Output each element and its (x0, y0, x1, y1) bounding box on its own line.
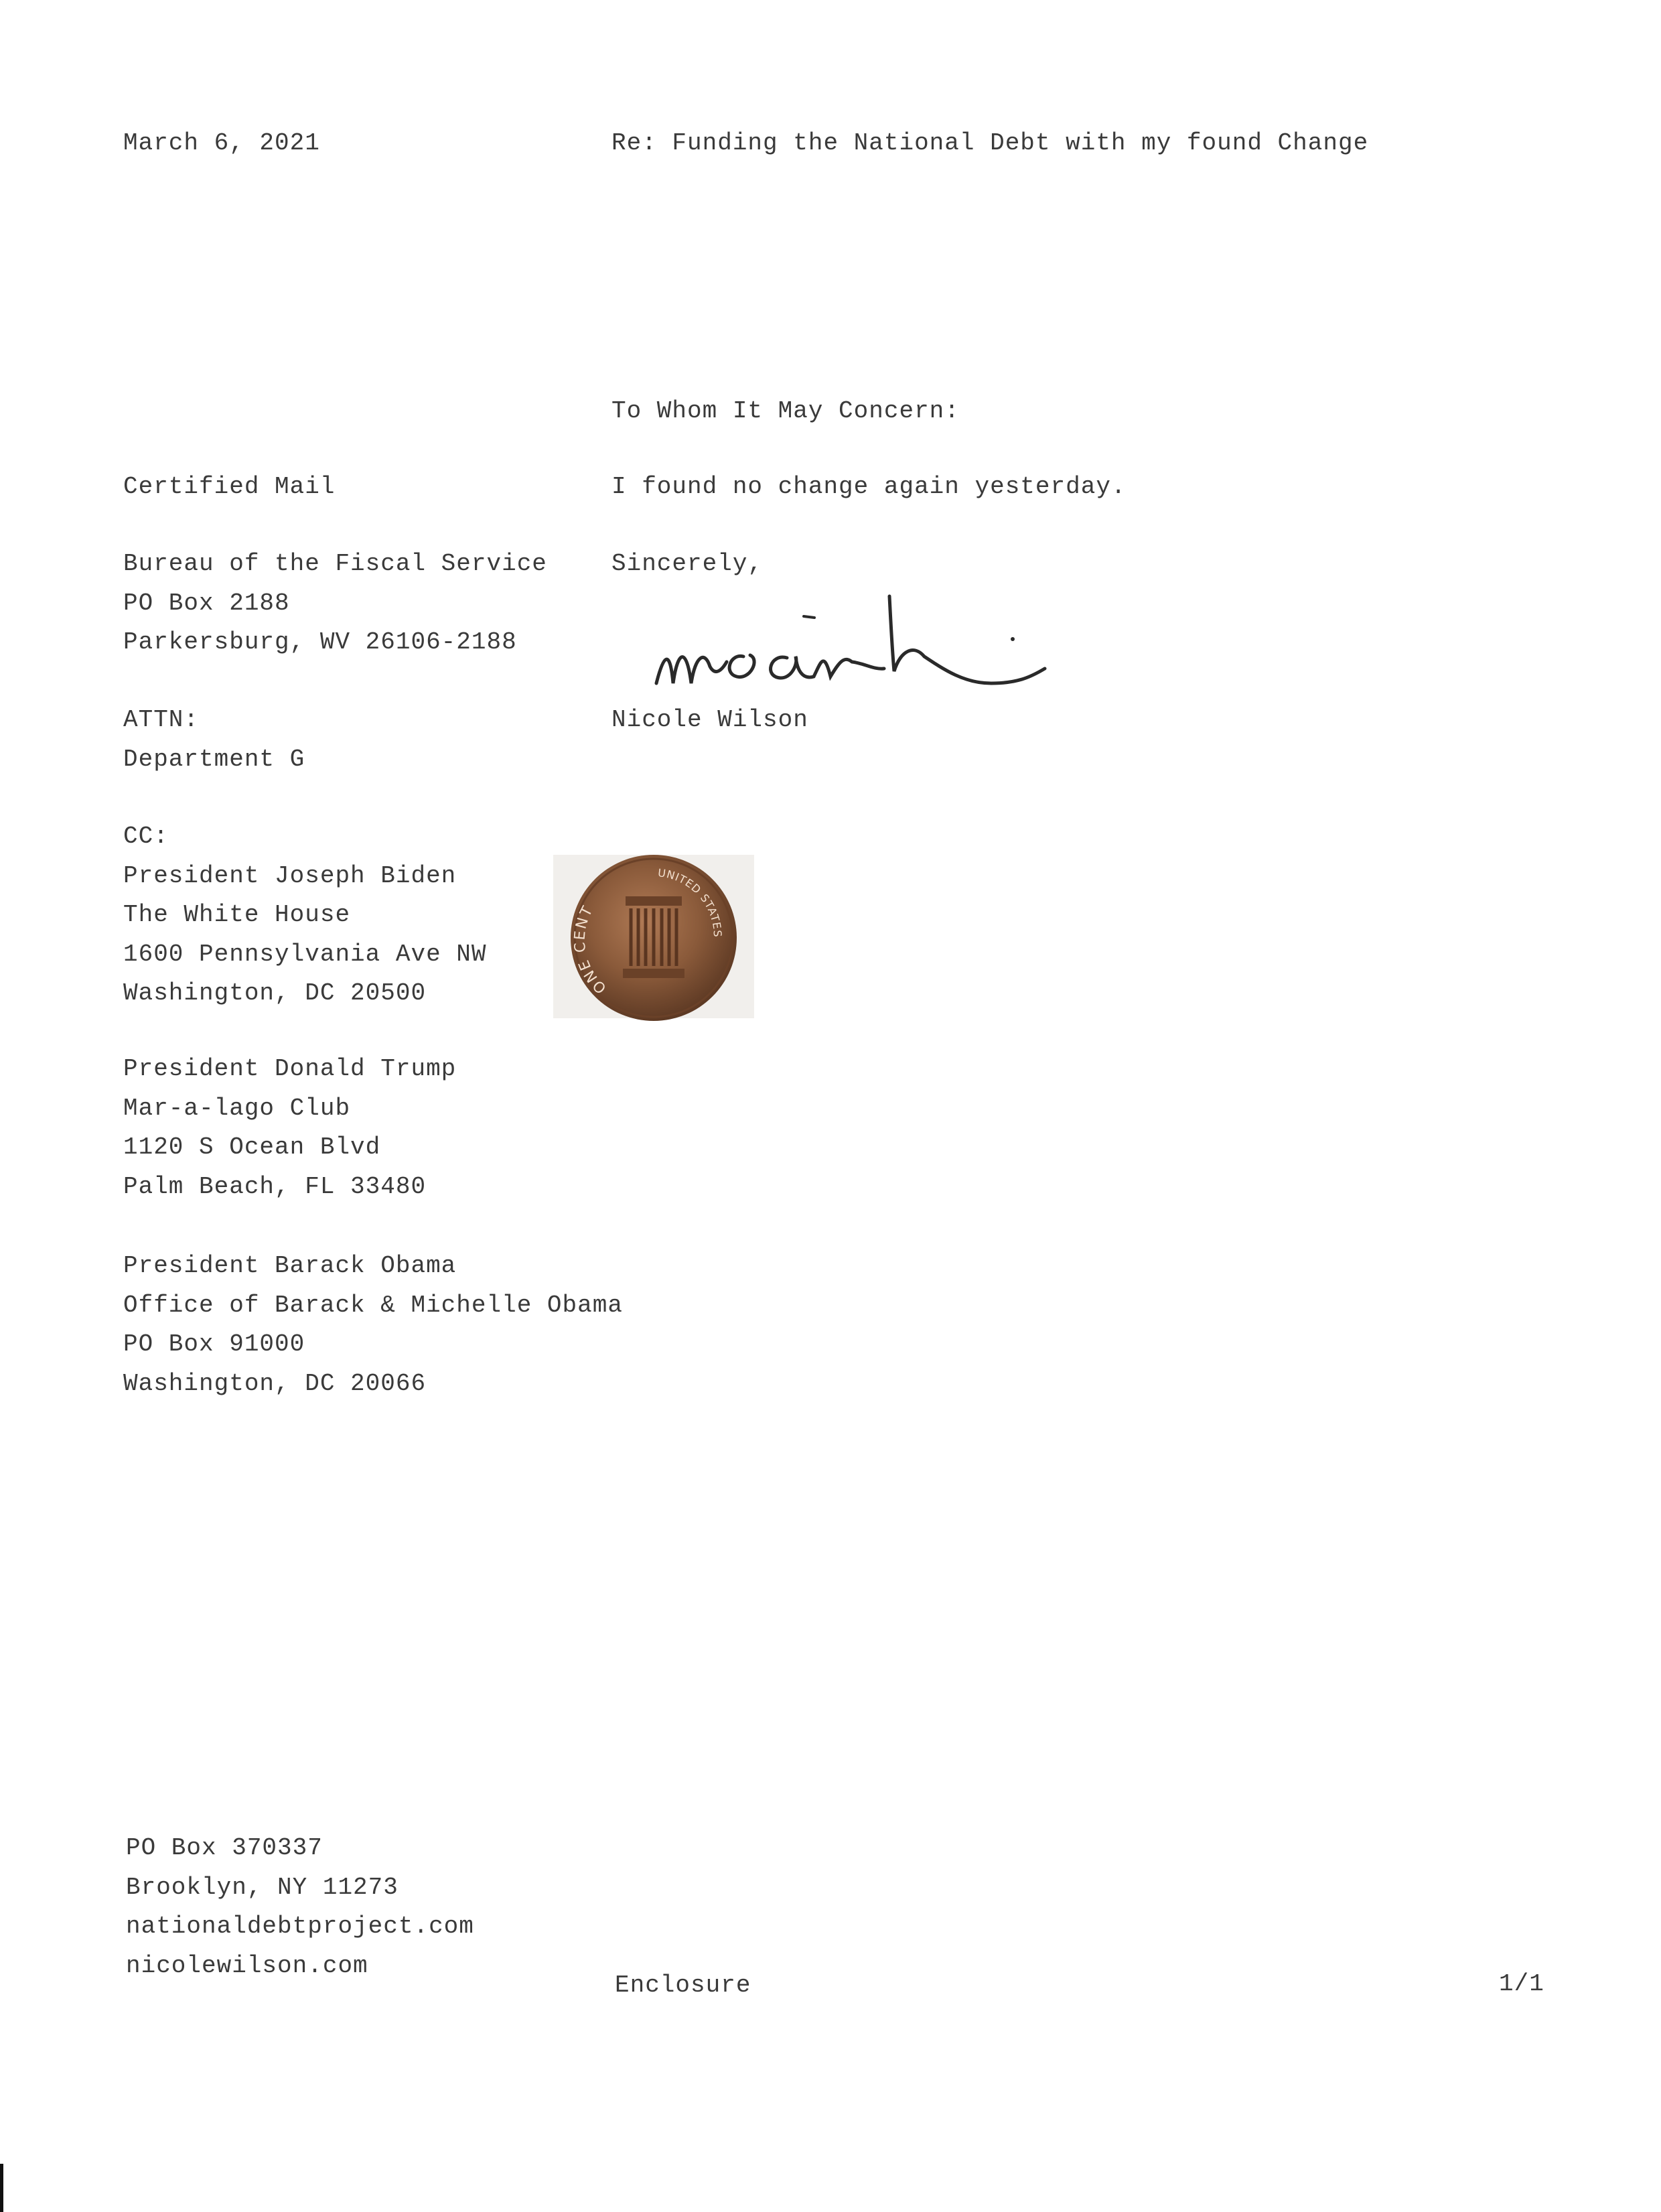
cc-recipient-line: Mar-a-lago Club (123, 1094, 351, 1122)
cc-recipient-line: Palm Beach, FL 33480 (123, 1172, 427, 1200)
coin-text-top: UNITED STATES (657, 866, 725, 938)
cc-recipient-2 (123, 1050, 456, 1206)
recipient-line: Bureau of the Fiscal Service (123, 550, 547, 577)
letter-date: March 6, 2021 (123, 129, 320, 157)
scan-edge-mark (0, 2164, 3, 2212)
cc-recipient-line: 1600 Pennsylvania Ave NW (123, 940, 487, 968)
cc-recipient-line: The White House (123, 901, 351, 928)
mailing-method: Certified Mail (123, 473, 336, 500)
cc-recipient-line: President Joseph Biden (123, 861, 457, 890)
recipient-line: Parkersburg, WV 26106-2188 (123, 628, 517, 656)
cc-recipient-line: Washington, DC 20500 (123, 979, 427, 1007)
cc-recipient-line: President Donald Trump (123, 1055, 457, 1083)
signature-image (643, 583, 1058, 703)
penny-image (553, 849, 754, 1024)
cc-recipient-line: PO Box 91000 (123, 1330, 305, 1358)
cc-recipient-line: Washington, DC 20066 (123, 1369, 427, 1397)
attention-block (123, 701, 305, 779)
cc-label: CC: (123, 823, 169, 850)
sender-address (126, 1829, 474, 1986)
recipient-line: PO Box 2188 (123, 589, 290, 617)
cc-recipient-line: Office of Barack & Michelle Obama (123, 1291, 623, 1319)
cc-recipient-3 (123, 1247, 623, 1403)
recipient-address (123, 545, 547, 663)
penny-icon (553, 849, 754, 1024)
closing: Sincerely, (611, 550, 764, 577)
page-number: 1/1 (1499, 1970, 1544, 1998)
sender-website: nicolewilson.com (126, 1951, 368, 1980)
sender-line: PO Box 370337 (126, 1834, 323, 1862)
signer-name: Nicole Wilson (611, 706, 808, 734)
attn-department: Department G (123, 745, 305, 773)
salutation: To Whom It May Concern: (611, 397, 960, 425)
cc-recipient-line: 1120 S Ocean Blvd (123, 1133, 381, 1161)
attn-label: ATTN: (123, 706, 200, 734)
sender-website: nationaldebtproject.com (126, 1913, 474, 1940)
letter-body: I found no change again yesterday. (611, 473, 1127, 500)
cc-block (123, 817, 486, 1014)
cc-recipient-line: President Barack Obama (123, 1252, 457, 1280)
enclosure-label: Enclosure (615, 1972, 751, 1999)
letter-subject: Re: Funding the National Debt with my found Change (611, 129, 1369, 157)
sender-line: Brooklyn, NY 11273 (126, 1873, 399, 1901)
coin-text-left: ONE CENT (571, 902, 610, 997)
